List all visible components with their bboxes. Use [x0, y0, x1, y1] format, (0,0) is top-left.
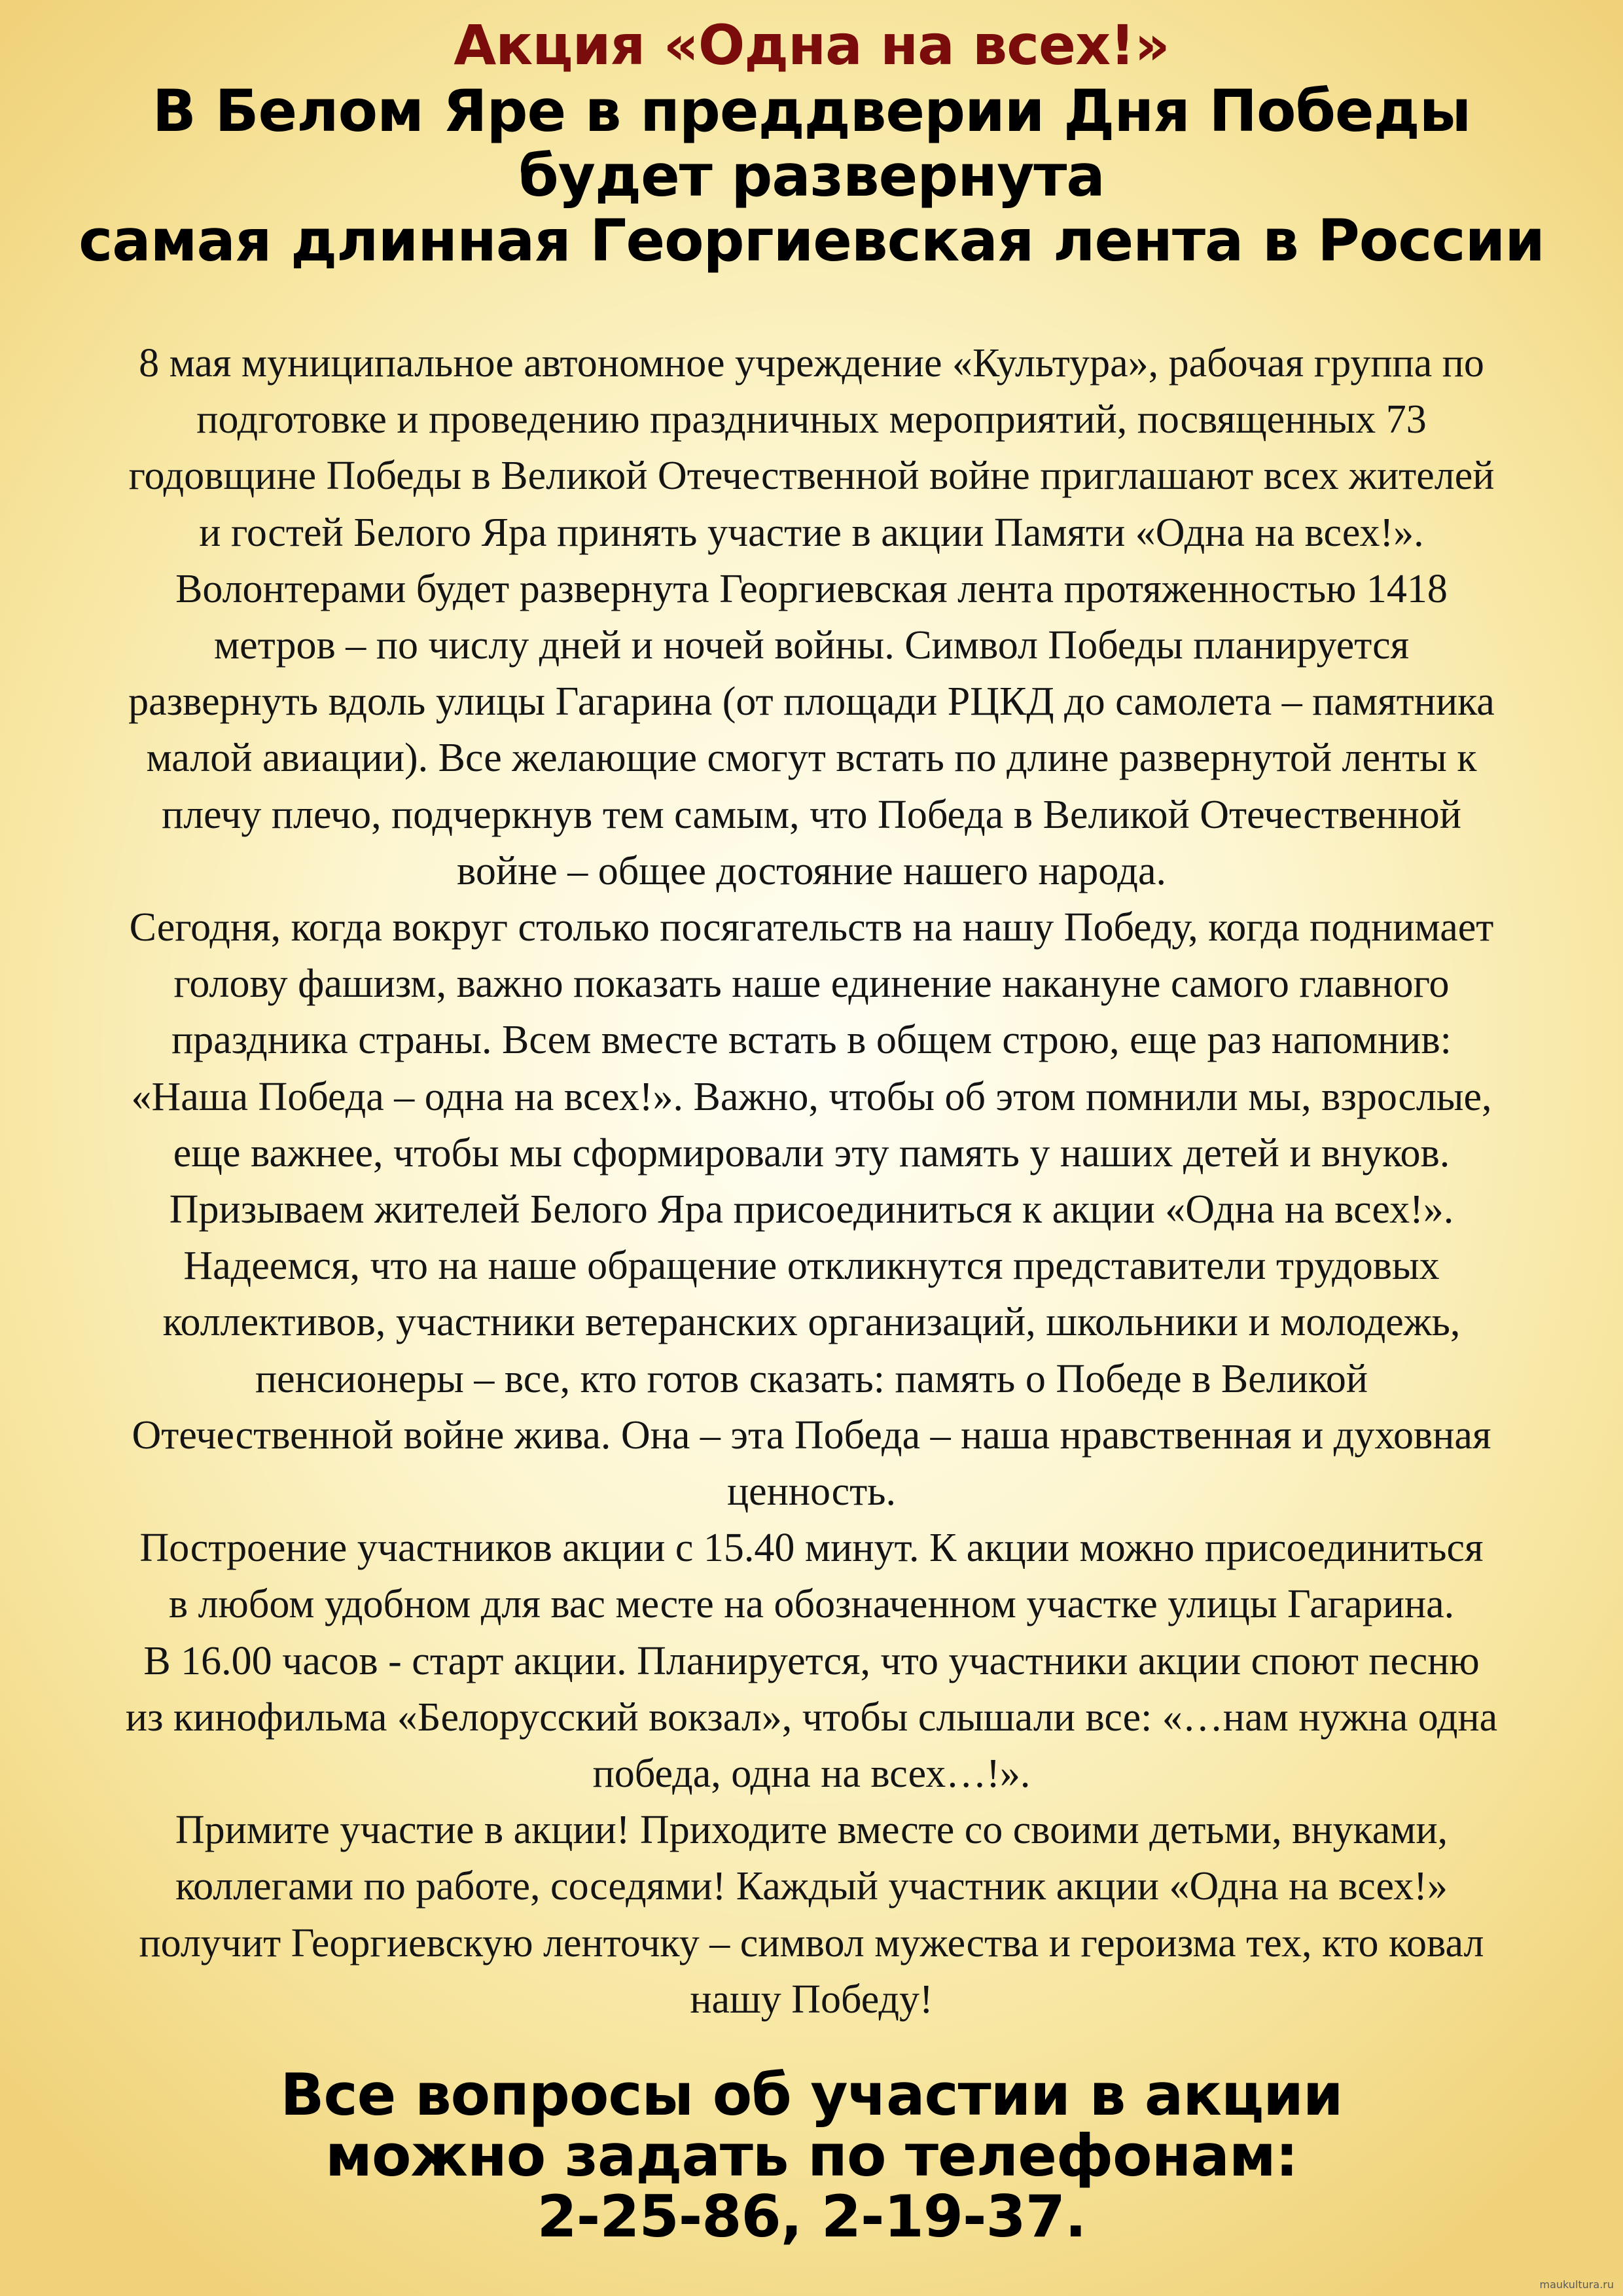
body-line: годовщине Победы в Великой Отечественной войне приглашают всех жителей [128, 454, 1495, 499]
body-line: голову фашизм, важно показать наше единение накануне самого главного [173, 961, 1450, 1007]
body-line: В 16.00 часов - старт акции. Планируется, что участники акции споют песню [143, 1638, 1480, 1683]
body-line: праздника страны. Всем вместе встать в общем строю, еще раз напомнив: [171, 1018, 1452, 1063]
body-line: коллективов, участники ветеранских организаций, школьники и молодежь, [162, 1300, 1461, 1345]
contact-line-2: можно задать по телефонам: [325, 2122, 1298, 2189]
watermark: maukultura.ru [1539, 2278, 1614, 2291]
contact-line-1: Все вопросы об участии в акции [280, 2061, 1343, 2128]
body-line: войне – общее достояние нашего народа. [457, 848, 1166, 893]
body-line: Построение участников акции с 15.40 минут. К акции можно присоединиться [139, 1526, 1484, 1571]
headline-line-3: самая длинная Георгиевская лента в России [79, 207, 1544, 274]
body-line: 8 мая муниципальное автономное учреждение «Культура», рабочая группа по [139, 341, 1484, 386]
body-line: Надеемся, что на наше обращение откликнутся представители трудовых [183, 1244, 1440, 1289]
body-line: метров – по числу дней и ночей войны. Символ Победы планируется [213, 623, 1410, 668]
body-line: и гостей Белого Яра принять участие в акции Памяти «Одна на всех!». [199, 510, 1424, 555]
headline-line-1: В Белом Яре в преддверии Дня Победы [152, 77, 1471, 145]
body-line: плечу плечо, подчеркнув тем самым, что Победа в Великой Отечественной [162, 792, 1461, 837]
body-line: коллегами по работе, соседями! Каждый участник акции «Одна на всех!» [175, 1864, 1448, 1909]
headline-line-2: будет развернута [518, 142, 1105, 209]
announcement-body [26, 335, 1597, 2028]
body-line: ценность. [727, 1469, 896, 1515]
body-line: Волонтерами будет развернута Георгиевская лента протяженностью 1418 [175, 566, 1448, 611]
body-line: «Наша Победа – одна на всех!». Важно, чтобы об этом помнили мы, взрослые, [131, 1074, 1492, 1119]
phone-numbers: 2-25-86, 2-19-37. [537, 2183, 1086, 2250]
body-line: Отечественной войне жива. Она – эта Победа – наша нравственная и духовная [132, 1412, 1491, 1458]
body-line: подготовке и проведению праздничных мероприятий, посвященных 73 [196, 397, 1427, 442]
body-line: Примите участие в акции! Приходите вместе со своими детьми, внуками, [175, 1808, 1448, 1853]
body-line: нашу Победу! [690, 1977, 933, 2022]
body-line: в любом удобном для вас месте на обозначенном участке улицы Гагарина. [168, 1582, 1455, 1627]
body-line: Призываем жителей Белого Яра присоединиться к акции «Одна на всех!». [169, 1187, 1454, 1232]
body-line: пенсионеры – все, кто готов сказать: память о Победе в Великой [255, 1356, 1368, 1401]
body-line: развернуть вдоль улицы Гагарина (от площади РЦКД до самолета – памятника [128, 679, 1495, 725]
body-line: малой авиации). Все желающие смогут встать по длине развернутой ленты к [146, 736, 1477, 781]
body-line: получит Георгиевскую ленточку – символ мужества и героизма тех, кто ковал [139, 1920, 1484, 1965]
poster-header [0, 12, 1623, 273]
contact-block [0, 2061, 1623, 2250]
body-line: Сегодня, когда вокруг столько посягательств на нашу Победу, когда поднимает [129, 905, 1494, 950]
campaign-name: Акция «Одна на всех!» [454, 13, 1169, 77]
body-line: из кинофильма «Белорусский вокзал», чтобы слышали все: «…нам нужна одна [125, 1695, 1498, 1740]
body-line: еще важнее, чтобы мы сформировали эту память у наших детей и внуков. [173, 1130, 1450, 1175]
body-line: победа, одна на всех…!». [592, 1751, 1031, 1797]
